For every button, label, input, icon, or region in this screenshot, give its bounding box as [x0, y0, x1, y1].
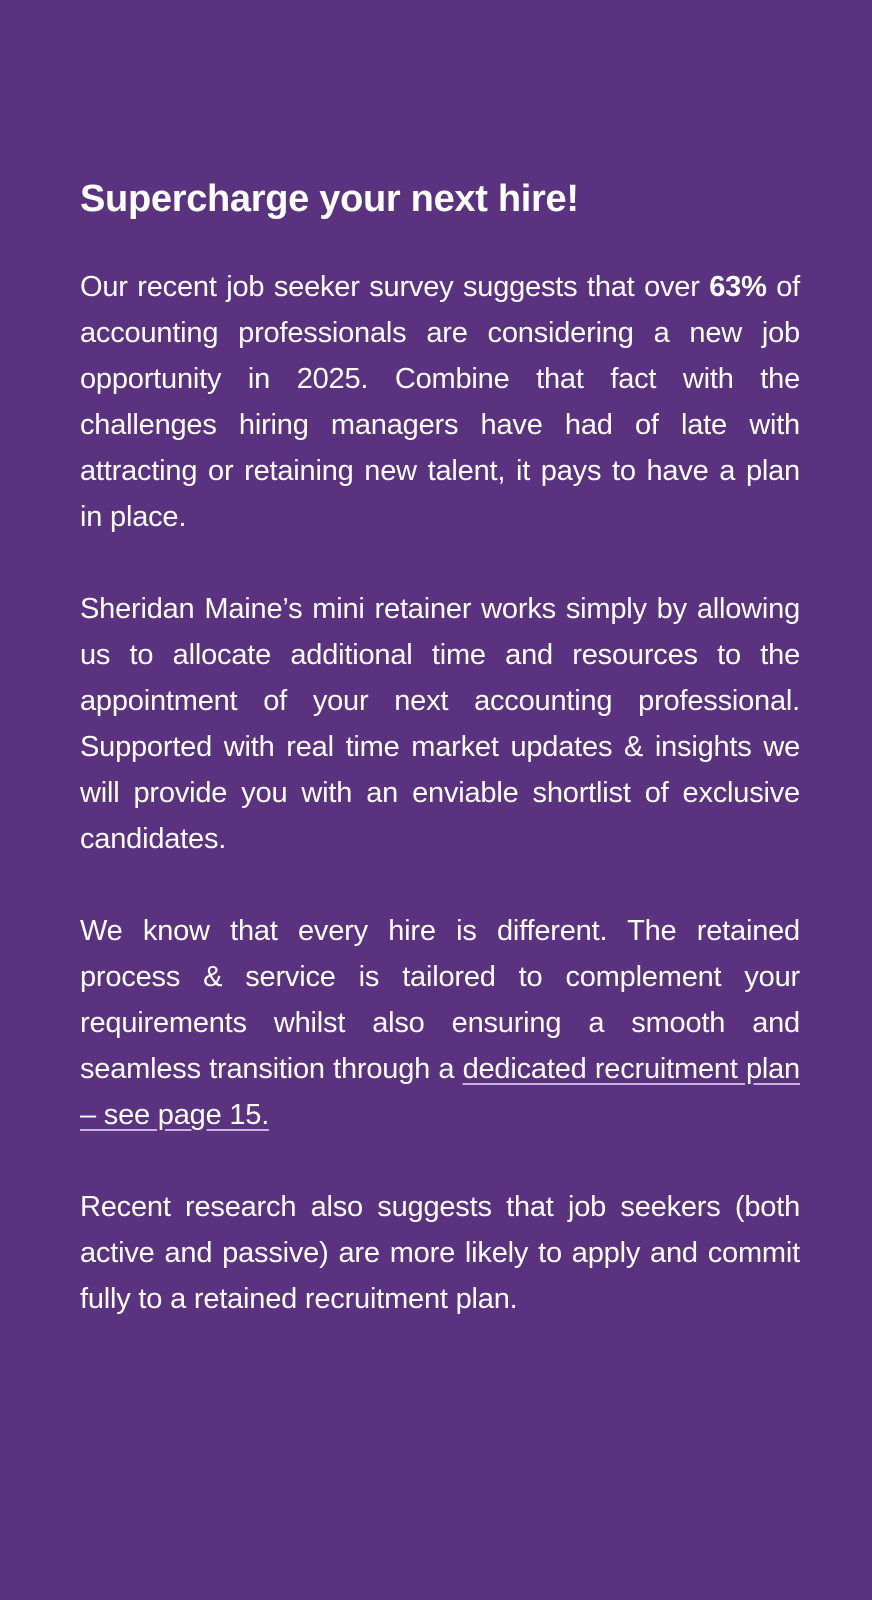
page-title: Supercharge your next hire! — [80, 178, 579, 220]
recruitment-plan-link[interactable]: dedicated recruitment plan – see page 15. — [80, 1053, 800, 1131]
retained-process-text: We know that every hire is different. The retained process & service is tailored to complement your requirements whilst also ensuring a smooth and seamless transition through a — [80, 915, 800, 1085]
paragraph-mini-retainer: Sheridan Maine’s mini retainer works simply by allowing us to allocate additional time and resources to the appointment of your next accounting professional. Supported with real time market updates & insights we will provide you with an enviable shortlist of exclusive candidates. — [80, 593, 800, 855]
survey-percentage: 63% — [709, 271, 767, 303]
paragraph-survey — [80, 264, 800, 540]
survey-intro-text: Our recent job seeker survey suggests that over — [80, 271, 710, 303]
document-body — [80, 174, 800, 1368]
paragraph-research: Recent research also suggests that job seekers (both active and passive) are more likely to apply and commit fully to a retained recruitment plan. — [80, 1191, 800, 1315]
paragraph-retained-process — [80, 908, 800, 1138]
survey-rest-text: of accounting professionals are considering a new job opportunity in 2025. Combine that fact with the challenges hiring managers have had of late with attracting or retaining new talent, it pays to have a plan in place. — [80, 271, 800, 533]
